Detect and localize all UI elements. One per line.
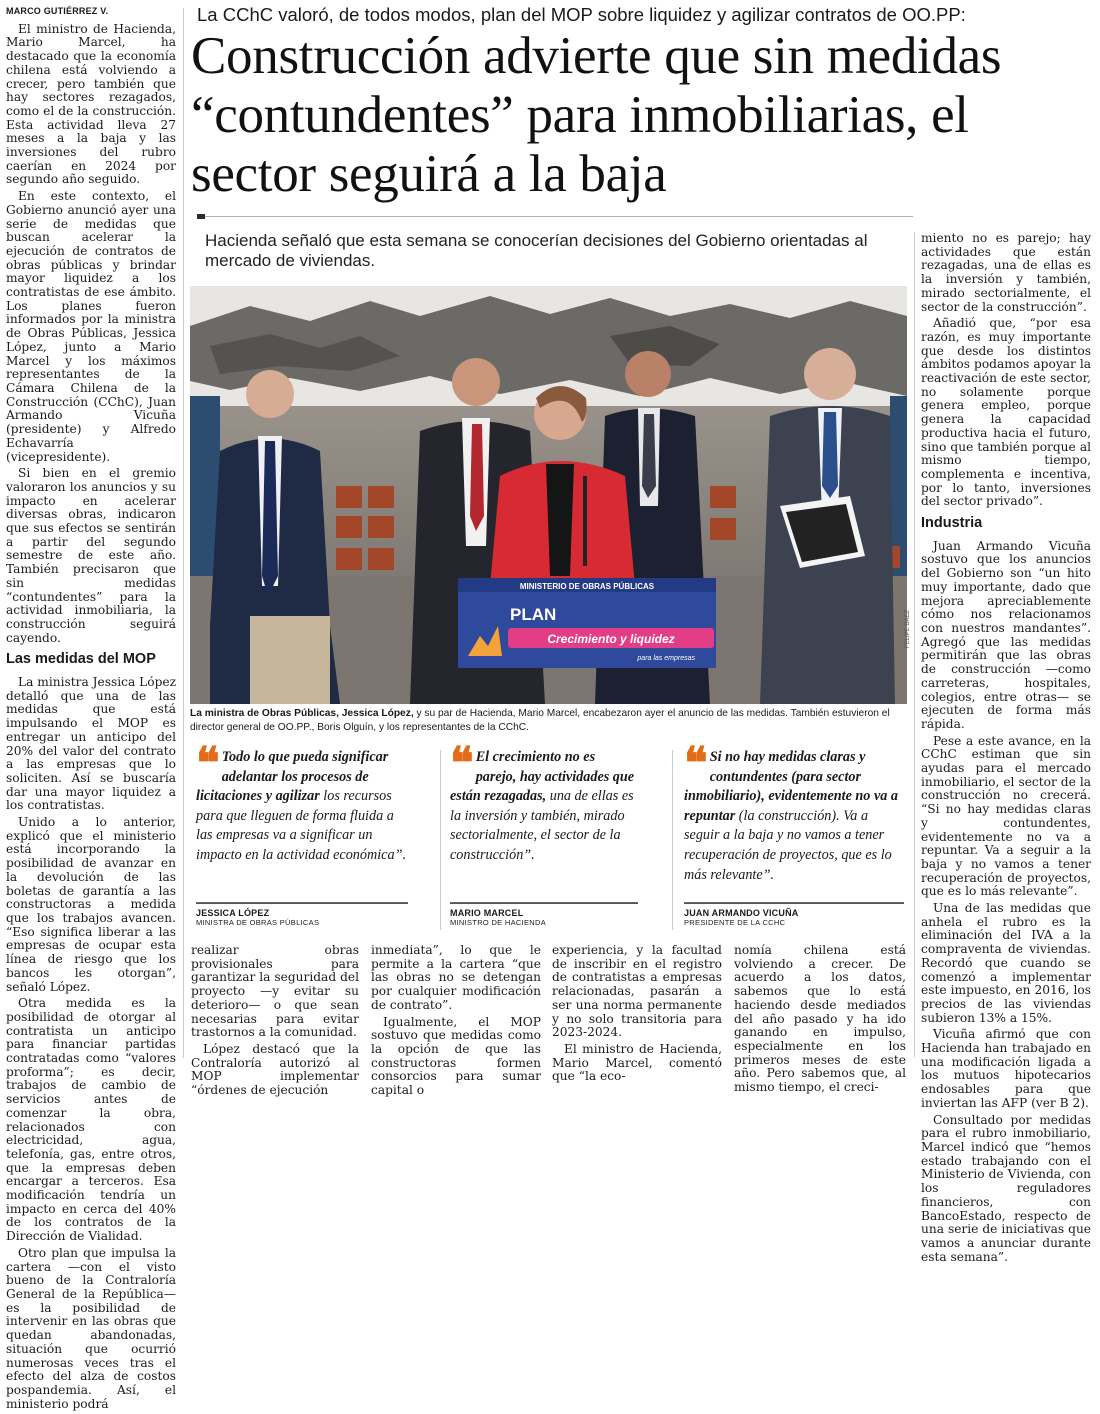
pull-quote-marcel [450,738,638,866]
paragraph: En este contexto, el Gobierno anunció ayer una serie de medidas que buscan acelerar la ejecución de contratos de obras públicas y brindar mayor liquidez a los contratistas de ese ámbito. Los planes fueron informados por la ministra de Obras Públicas, Jessica López, junto a Mario Marcel y los máximos representantes de la Cámara Chilena de la Construcción (CChC), Juan Armando Vicuña (presidente) y Alfredo Echavarría (vicepresidente). [6,189,176,464]
paragraph: inmediata”, lo que le permite a la cartera “que las obras no se detengan por cualquier modificación de contrato”. [371,943,541,1012]
quote-author: JUAN ARMANDO VICUÑA [684,908,799,918]
column-divider [914,232,915,1057]
photo-illustration [190,286,907,704]
paragraph: Consultado por medidas para el rubro inmobiliario, Marcel indicó que “hemos estado trabajando con el Ministerio de Vivienda, con los reguladores financieros, con BancoEstado, respecto de una serie de iniciativas que vamos a anunciar durante esta semana”. [921,1112,1091,1264]
quote-attribution [450,908,546,927]
quote-bold: Todo lo que pueda significar adelantar los procesos de licitaciones y agilizar [196,749,389,805]
quote-rest: los recursos para que lleguen de forma fluida a las empresas va a significar un impacto en la actividad económica”. [196,788,407,863]
quote-bold: Si no hay medidas claras y contundentes (para sector inmobiliario), evidentemente no va a repuntar [684,749,898,824]
quote-divider [440,750,441,930]
quote-rest: (la construcción). Va a seguir a la baja y no vamos a tener recuperación de proyectos, que es lo más relevante”. [684,807,892,883]
article-column-bottom-4 [734,944,906,1098]
paragraph: realizar obras provisionales para garantizar la seguridad del proyecto —y evitar su deterioro— o que sean necesarias para evitar trastornos a la comunidad. [191,943,359,1040]
paragraph: Una de las medidas que anhela el rubro es la eliminación del IVA a la compraventa de viviendas. Recordó que cuando se comenzó a implementar este impuesto, en 2016, los precios de las viviendas subieron 13% a 15%. [921,901,1091,1025]
quote-rule [196,902,408,904]
paragraph: miento no es parejo; hay actividades que están rezagadas, una de ellas es la inversión y también, mirado sectorialmente, el sector de la construcción”. [921,231,1091,314]
quote-author: MARIO MARCEL [450,908,524,918]
podium-ministry-label: MINISTERIO DE OBRAS PÚBLICAS [519,582,655,591]
quote-rule [450,902,638,904]
quote-rest: una de ellas es la inversión y también, mirado sectorialmente, el sector de la construcción”. [450,788,634,863]
column-divider [183,8,184,1058]
paragraph: Añadió que, “por esa razón, es muy importante que desde los distintos ámbitos podamos apoyar la reactivación de este sector, no solamente porque genera empleo, porque genera la capacidad productiva hacia el futuro, sino que también porque al mismo tiempo, complementa e incentiva, por lo tanto, inversiones del sector privado”. [921,316,1091,509]
article-column-bottom-2 [371,944,541,1101]
paragraph: El ministro de Hacienda, Mario Marcel, comentó que “la eco- [552,1041,722,1084]
paragraph: Juan Armando Vicuña sostuvo que los anuncios del Gobierno son “un hito muy importante, dado que mejora apreciablemente cómo nos relacionamos con nuestros mandantes”. Agregó que las medidas permitirán que las obras de construcción —como carreteras, hospitales, colegios, entre otras— se ejecuten de forma más rápida. [921,538,1091,731]
deck-rule [200,216,913,217]
paragraph: La ministra Jessica López detalló que una de las medidas que está impulsando el MOP es entregar un anticipo del 20% del valor del contrato a las empresas que lo soliciten. Así se buscaría dar una mayor liquidez a los contratistas. [6,675,176,813]
photo-caption [190,707,905,734]
press-conference-photo [190,286,907,704]
article-column-left [6,5,176,1414]
headline: Construcción advierte que sin medidas “contundentes” para inmobiliarias, el sector seguirá a la baja [191,27,1002,203]
paragraph: experiencia, y la facultad de inscribir en el registro de contratistas a empresas relacionadas, pasarán a ser una norma permanente y no solo transitoria para 2023-2024. [552,943,722,1040]
paragraph: Vicuña afirmó que con Hacienda han trabajado en una modificación ligada a los mutuos hipotecarios endosables para que inviertan las AFP (ver B 2). [921,1027,1091,1110]
paragraph: Si bien en el gremio valoraron los anuncios y su impacto en acelerar diversas obras, indicaron que sus efectos se sentirán a partir del segundo semestre de este año. También precisaron que sin medidas “contundentes” para la actividad inmobiliaria, la construcción seguirá cayendo. [6,466,176,645]
podium-sub-label: para las empresas [637,655,695,662]
quote-role: MINISTRA DE OBRAS PÚBLICAS [196,918,320,927]
quote-mark-icon: ❝ [450,738,470,789]
quote-bold: El crecimiento no es parejo, hay actividades que están rezagadas, [450,749,635,805]
deck: Hacienda señaló que esta semana se conocerían decisiones del Gobierno orientadas al mercado de viviendas. [205,231,868,270]
article-column-bottom-3 [552,944,722,1087]
paragraph: Igualmente, el MOP sostuvo que medidas como la opción de que las constructoras formen consorcios para sumar capital o [371,1014,541,1098]
section-heading-industria: Industria [921,515,983,532]
paragraph: nomía chilena está volviendo a crecer. De acuerdo a los datos, sabemos que lo está haciendo desde mediados del año pasado y ha ido ganando en impulso, especialmente en los primeros meses de este año. Pero sabemos que, al mismo tiempo, el creci- [734,943,906,1095]
quote-rule [684,902,904,904]
article-column-bottom-1 [191,944,359,1101]
caption-lead: La ministra de Obras Públicas, Jessica López, [190,708,414,719]
paragraph: El ministro de Hacienda, Mario Marcel, ha destacado que la economía chilena está volviendo a crecer, pero también que hay sectores rezagados, como el de la construcción. Esta actividad lleva 27 meses a la baja y las inversiones del rubro caerían en 2024 por segundo año seguido. [6,21,176,187]
paragraph: López destacó que la Contraloría autorizó al MOP implementar “órdenes de ejecución [191,1041,359,1098]
deck-marker [197,214,205,219]
podium-banner-label: Crecimiento y liquidez [547,632,675,646]
section-heading-mop: Las medidas del MOP [6,651,156,668]
quote-mark-icon: ❝ [196,738,216,789]
quote-attribution [196,908,319,927]
pull-quote-lopez [196,738,408,866]
quote-author: JESSICA LÓPEZ [196,908,270,918]
photo-credit: FELIPE BÁEZ [905,609,911,648]
paragraph: Otro plan que impulsa la cartera —con el visto bueno de la Contraloría General de la República— es la posibilidad de intervenir en las obras que quedan abandonadas, situación que ocurrió numerosas veces tras el efecto del alza de costos pospandemia. Así, el ministerio podrá [6,1245,176,1411]
quote-mark-icon: ❝ [684,738,704,789]
quote-role: MINISTRO DE HACIENDA [450,918,547,927]
pull-quote-vicuna [684,738,904,885]
quote-attribution [684,908,798,927]
paragraph: Unido a lo anterior, explicó que el ministerio está incorporando la posibilidad de avanzar en la devolución de las boletas de garantía a las constructoras a medida que los trabajos avancen. “Eso significa liberar a las empresas de ocupar esta línea de riesgo que los bancos les otorgan”, señaló López. [6,815,176,994]
paragraph: Otra medida es la posibilidad de otorgar al contratista un anticipo para financiar partidas contratadas como “valores proforma”; es decir, trabajos de cambio de servicios antes de comenzar la obra, relacionados con electricidad, agua, telefonía, gas, entre otros, que la empresas deben encargar a terceros. Esa modificación tendría un impacto en cerca del 40% de los contratos de la Dirección de Vialidad. [6,996,176,1244]
caption-text: y su par de Hacienda, Mario Marcel, encabezaron ayer el anuncio de las medidas. También estuvieron el director general de OO.PP., Boris Olguín, y los representantes de la CChC. [190,708,890,733]
quote-divider [672,750,673,930]
article-column-right [921,232,1091,1267]
paragraph: Pese a este avance, en la CChC estiman que sin ayudas para el mercado inmobiliario, el sector de la construcción no crecerá. “Si no hay medidas claras y contundentes, evidentemente no va a repuntar. Va a seguir a la baja y no vamos a tener recuperación de proyectos, que es lo más relevante”. [921,733,1091,899]
quote-role: PRESIDENTE DE LA CCHC [684,918,786,927]
kicker: La CChC valoró, de todos modos, plan del MOP sobre liquidez y agilizar contratos de OO.PP: [197,4,966,25]
byline: MARCO GUTIÉRREZ V. [6,6,109,16]
podium-plan-label: PLAN [510,605,557,624]
